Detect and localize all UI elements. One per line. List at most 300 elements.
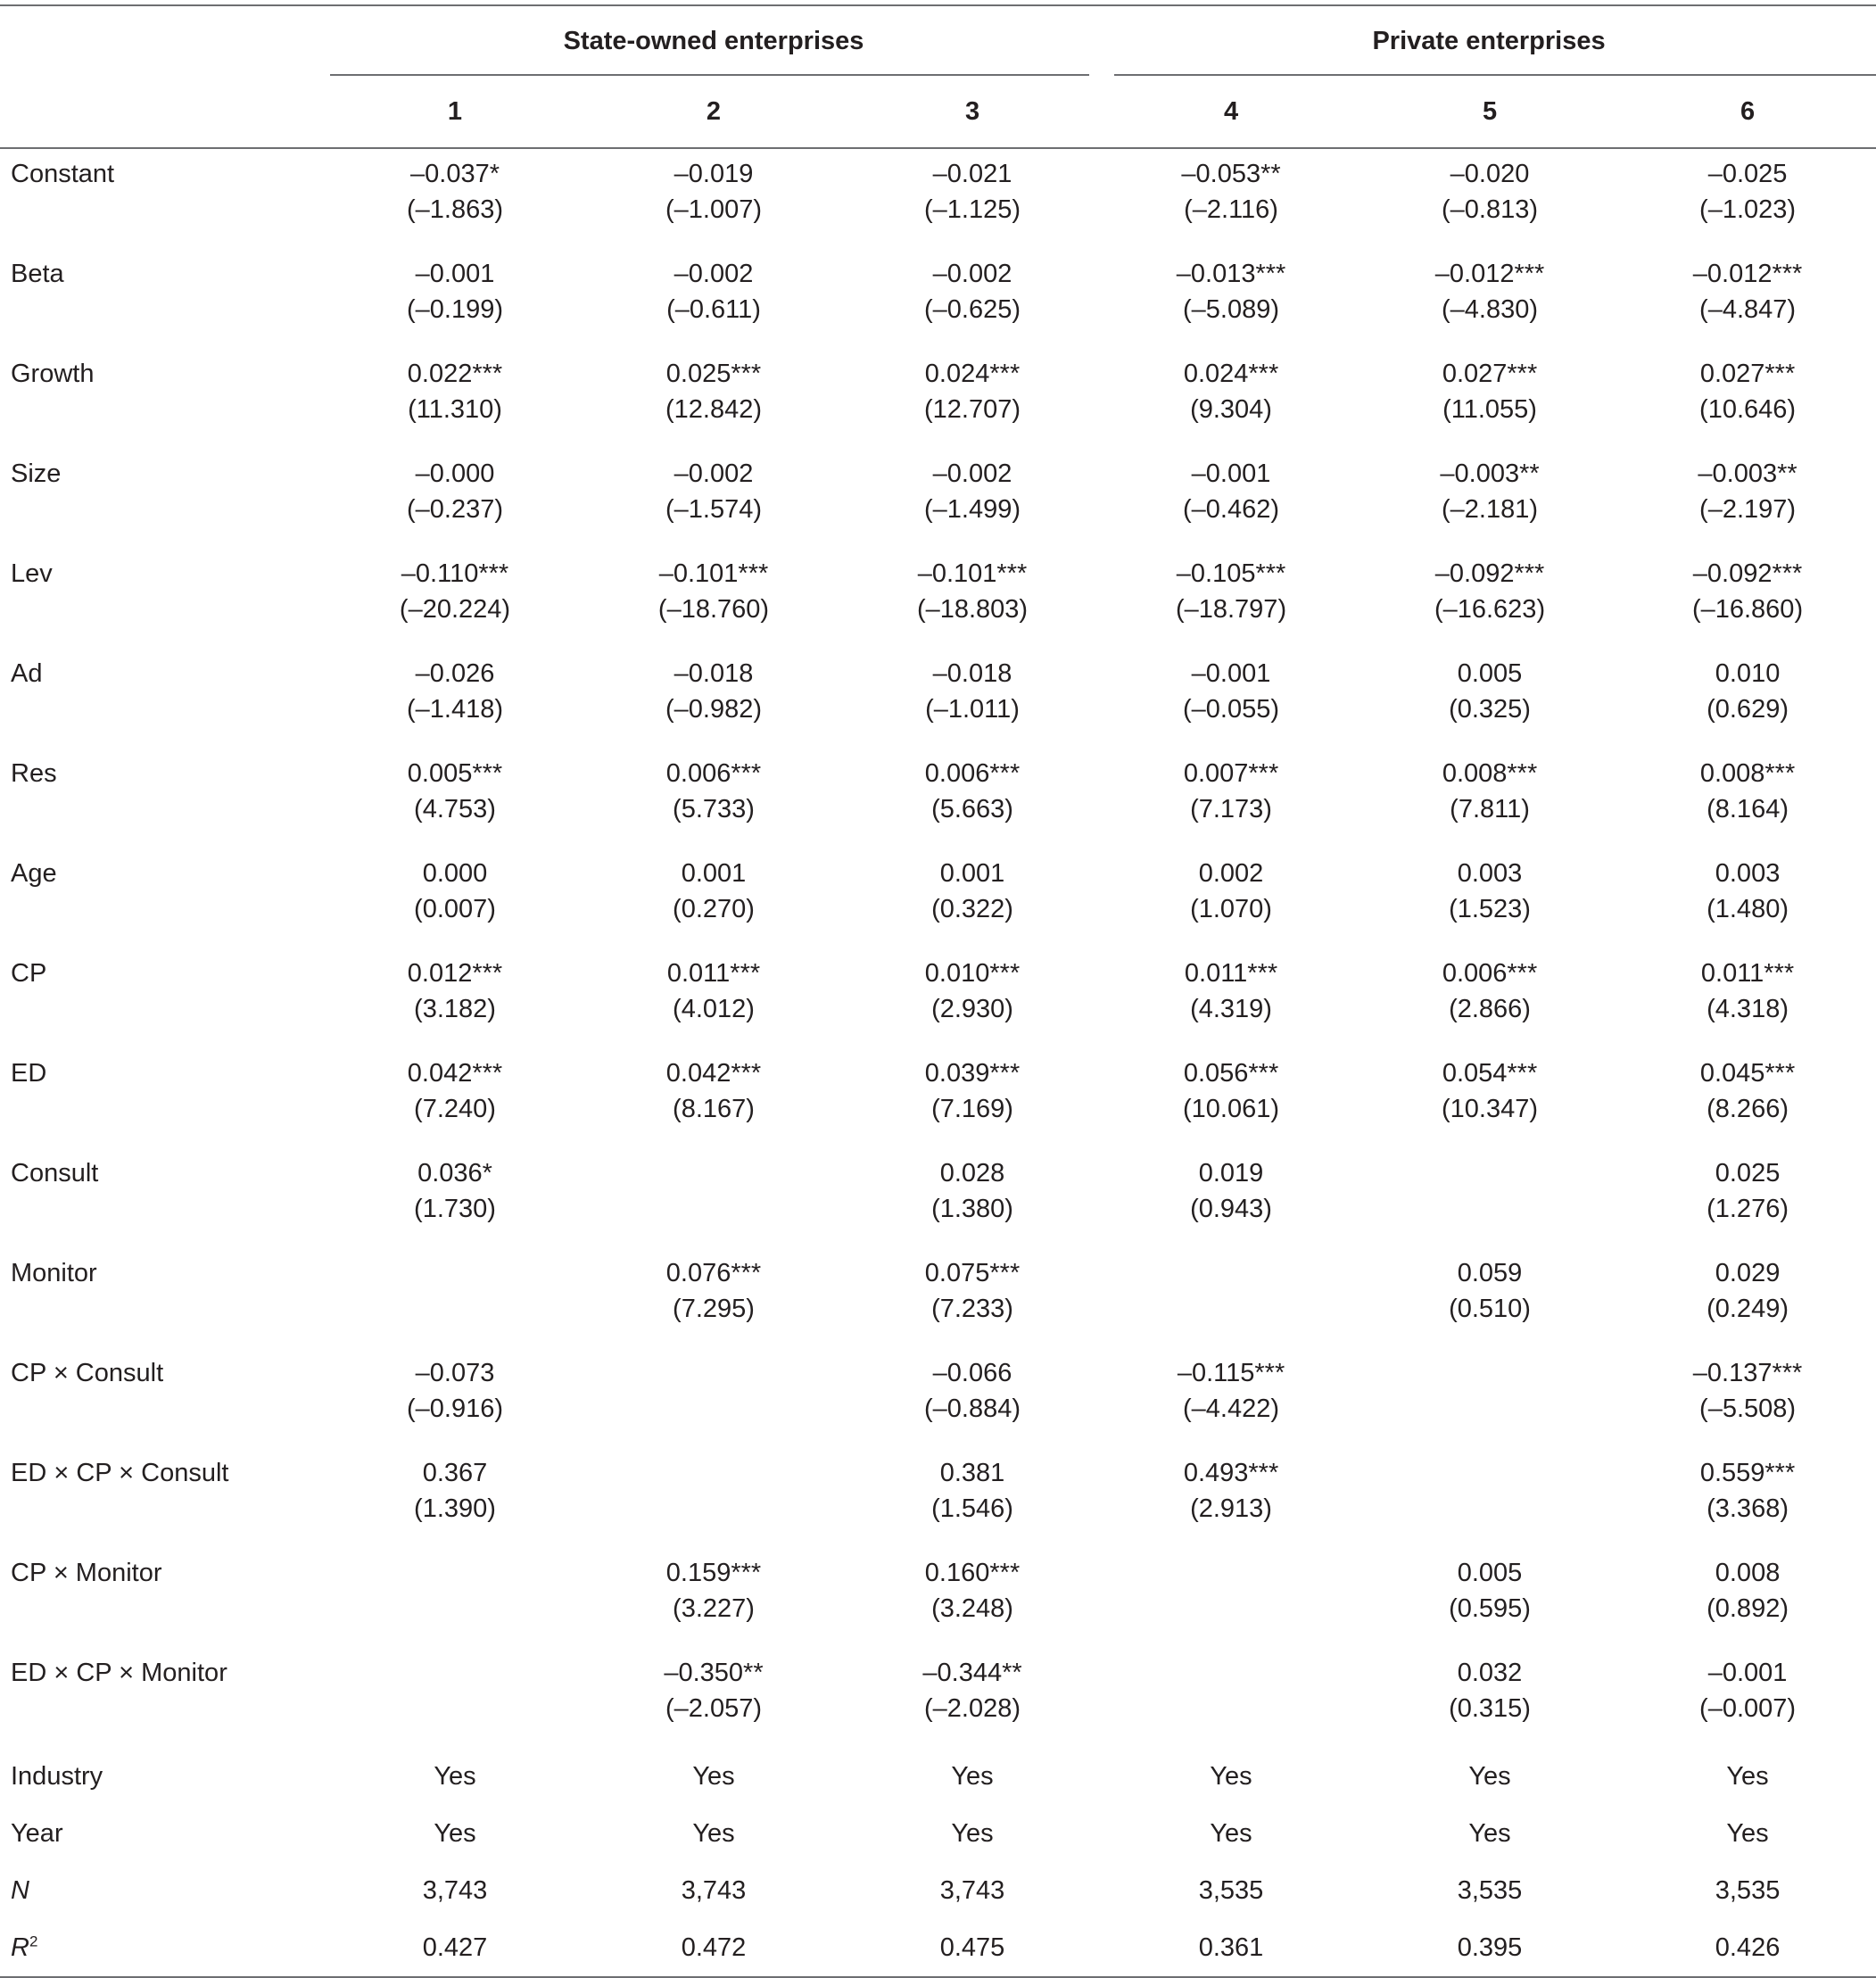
table-cell <box>843 948 1102 1048</box>
table-cell <box>584 1548 843 1648</box>
t-statistic-value: (2.913) <box>1190 1494 1272 1523</box>
table-row-lev <box>0 549 1876 649</box>
t-statistic-value <box>326 1291 584 1327</box>
coefficient-value: 0.027*** <box>1442 360 1538 388</box>
table-cell <box>1360 948 1619 1048</box>
table-cell <box>1360 1648 1619 1748</box>
table-cell: 0.395 <box>1360 1919 1619 1977</box>
coefficient-value: 0.036* <box>417 1159 492 1188</box>
table-cell <box>326 1548 584 1648</box>
coefficient-value: 0.059 <box>1457 1259 1523 1287</box>
table-cell: Yes <box>434 1818 476 1848</box>
coefficient-value: 0.005*** <box>407 759 503 788</box>
coefficient-value: –0.001 <box>415 260 495 288</box>
table-cell <box>1619 549 1876 649</box>
table-cell <box>1102 1048 1360 1148</box>
table-cell <box>1360 749 1619 848</box>
table-cell <box>1619 649 1876 749</box>
coefficient-value: –0.013*** <box>1176 260 1286 288</box>
table-cell <box>1619 148 1876 249</box>
table-cell <box>1360 649 1619 749</box>
stat-label-superscript: 2 <box>29 1932 38 1949</box>
table-cell: 0.427 <box>326 1919 584 1977</box>
coefficient-value <box>1102 1555 1360 1591</box>
coefficient-value: 0.027*** <box>1699 360 1796 388</box>
coefficient-value: –0.002 <box>674 260 754 288</box>
coefficient-value <box>1360 1455 1619 1491</box>
table-cell <box>1102 249 1360 349</box>
table-cell <box>843 1348 1102 1448</box>
coefficient-value <box>1360 1355 1619 1391</box>
column-header-5: 5 <box>1360 76 1619 148</box>
t-statistic-value: (–0.611) <box>666 295 761 324</box>
t-statistic-value: (–0.884) <box>924 1395 1021 1423</box>
coefficient-value <box>326 1255 584 1291</box>
table-cell: Yes <box>692 1761 735 1791</box>
table-cell: Yes <box>692 1818 735 1848</box>
table-cell <box>1360 1248 1619 1348</box>
table-cell <box>1102 1648 1360 1748</box>
table-row-monitor <box>0 1248 1876 1348</box>
table-cell <box>843 549 1102 649</box>
table-cell <box>1619 349 1876 449</box>
coefficient-value: –0.003** <box>1440 459 1540 488</box>
t-statistic-value: (–4.847) <box>1699 295 1797 324</box>
table-cell: 0.426 <box>1619 1919 1876 1977</box>
table-cell: 3,535 <box>1715 1875 1781 1905</box>
coefficient-value: 0.559*** <box>1699 1459 1796 1487</box>
table-cell <box>1360 449 1619 549</box>
t-statistic-value: (10.061) <box>1183 1095 1280 1123</box>
table-cell <box>843 1248 1102 1348</box>
coefficient-value: 0.025*** <box>665 360 762 388</box>
row-label: Growth <box>11 360 95 388</box>
table-cell: Yes <box>1210 1761 1252 1791</box>
row-label: Ad <box>11 659 43 688</box>
coefficient-value: 0.010*** <box>924 959 1021 988</box>
table-cell <box>1360 1448 1619 1548</box>
row-label: Beta <box>11 260 64 288</box>
row-label: Year <box>11 1818 63 1848</box>
corner-cell <box>0 5 326 76</box>
table-cell <box>1619 249 1876 349</box>
table-cell <box>1102 1548 1360 1648</box>
table-cell <box>326 1048 584 1148</box>
t-statistic-value: (–2.197) <box>1699 495 1797 524</box>
table-cell <box>584 249 843 349</box>
t-statistic-value: (8.164) <box>1707 795 1789 823</box>
coefficient-value <box>1102 1255 1360 1291</box>
t-statistic-value: (1.546) <box>931 1494 1013 1523</box>
row-label: Res <box>11 759 57 788</box>
table-cell <box>584 1348 843 1448</box>
t-statistic-value: (–18.797) <box>1175 595 1287 624</box>
table-cell <box>1619 1048 1876 1148</box>
table-cell <box>584 148 843 249</box>
table-row-res <box>0 749 1876 848</box>
table-cell <box>326 649 584 749</box>
table-cell <box>326 549 584 649</box>
row-label: ED × CP × Monitor <box>11 1659 227 1687</box>
coefficient-value: –0.344** <box>922 1659 1022 1687</box>
coefficient-value: –0.066 <box>932 1359 1012 1387</box>
t-statistic-value: (11.310) <box>408 395 502 424</box>
table-cell: 0.361 <box>1102 1919 1360 1977</box>
row-label: ED × CP × Consult <box>11 1459 229 1487</box>
t-statistic-value: (–0.916) <box>406 1395 503 1423</box>
t-statistic-value: (–1.499) <box>924 495 1021 524</box>
table-row-year <box>0 1805 1876 1862</box>
row-label: Constant <box>11 160 115 188</box>
coefficient-value <box>584 1155 843 1191</box>
coefficient-value <box>584 1455 843 1491</box>
coefficient-value: –0.137*** <box>1692 1359 1803 1387</box>
table-cell <box>1360 249 1619 349</box>
table-cell <box>843 148 1102 249</box>
coefficient-value: 0.008*** <box>1699 759 1796 788</box>
t-statistic-value: (5.733) <box>673 795 755 823</box>
table-cell <box>1102 1248 1360 1348</box>
t-statistic-value: (–2.057) <box>665 1694 762 1723</box>
t-statistic-value: (0.325) <box>1449 695 1531 724</box>
coefficient-value: –0.350** <box>664 1659 764 1687</box>
coefficient-value: 0.006*** <box>1442 959 1538 988</box>
regression-table <box>0 4 1876 1978</box>
table-cell <box>1102 1148 1360 1248</box>
table-cell <box>1102 1448 1360 1548</box>
table-cell <box>1360 1048 1619 1148</box>
group-rule-soe <box>330 74 1089 76</box>
t-statistic-value: (0.249) <box>1707 1295 1789 1323</box>
t-statistic-value: (–0.625) <box>924 295 1021 324</box>
t-statistic-value: (2.930) <box>931 995 1013 1023</box>
table-cell <box>584 848 843 948</box>
table-cell <box>843 1148 1102 1248</box>
coefficient-value: 0.045*** <box>1699 1059 1796 1088</box>
t-statistic-value: (–20.224) <box>399 595 511 624</box>
table-row-industry <box>0 1748 1876 1805</box>
table-cell: 3,535 <box>1198 1875 1264 1905</box>
table-cell <box>1102 449 1360 549</box>
table-cell <box>1102 848 1360 948</box>
coefficient-value: 0.005 <box>1457 659 1523 688</box>
t-statistic-value <box>1360 1191 1619 1227</box>
coefficient-value <box>584 1355 843 1391</box>
t-statistic-value: (–0.462) <box>1183 495 1280 524</box>
table-cell: 0.475 <box>843 1919 1102 1977</box>
table-cell <box>843 1448 1102 1548</box>
table-row-cp-consult <box>0 1348 1876 1448</box>
coefficient-value <box>1102 1655 1360 1691</box>
table-row-consult <box>0 1148 1876 1248</box>
coefficient-value: 0.042*** <box>407 1059 503 1088</box>
group-header-private <box>1102 5 1876 76</box>
t-statistic-value: (–0.055) <box>1183 695 1280 724</box>
t-statistic-value <box>1360 1491 1619 1527</box>
coefficient-value: –0.073 <box>415 1359 495 1387</box>
table-cell <box>1102 948 1360 1048</box>
row-label <box>0 1919 326 1977</box>
coefficient-value: 0.003 <box>1715 859 1781 888</box>
coefficient-value: –0.115*** <box>1177 1359 1285 1387</box>
coefficient-value: 0.006*** <box>665 759 762 788</box>
table-cell <box>326 449 584 549</box>
table-cell <box>584 1648 843 1748</box>
coefficient-value: 0.022*** <box>407 360 503 388</box>
coefficient-value: –0.101*** <box>917 559 1028 588</box>
row-label: Monitor <box>11 1259 97 1287</box>
coefficient-value: 0.011*** <box>1700 959 1795 988</box>
table-cell <box>1619 1648 1876 1748</box>
t-statistic-value: (4.318) <box>1707 995 1789 1023</box>
t-statistic-value: (12.842) <box>665 395 762 424</box>
coefficient-value: –0.026 <box>415 659 495 688</box>
table-cell <box>843 249 1102 349</box>
table-cell <box>584 749 843 848</box>
table-row-ed-cp-consult <box>0 1448 1876 1548</box>
coefficient-value: –0.002 <box>932 260 1012 288</box>
coefficient-value: 0.076*** <box>665 1259 762 1287</box>
t-statistic-value: (7.811) <box>1450 795 1530 823</box>
t-statistic-value: (7.295) <box>673 1295 755 1323</box>
coefficient-value: 0.011*** <box>666 959 761 988</box>
t-statistic-value <box>584 1491 843 1527</box>
table-cell: Yes <box>1726 1761 1769 1791</box>
table-cell <box>584 1248 843 1348</box>
table-cell <box>326 1148 584 1248</box>
table-cell <box>1619 449 1876 549</box>
table-cell <box>326 749 584 848</box>
coefficient-value: 0.000 <box>422 859 488 888</box>
coefficient-value: 0.002 <box>1198 859 1264 888</box>
t-statistic-value: (12.707) <box>924 395 1021 424</box>
table-cell <box>843 749 1102 848</box>
coefficient-value: –0.001 <box>1191 659 1271 688</box>
coefficient-value: 0.011*** <box>1184 959 1278 988</box>
t-statistic-value: (–16.623) <box>1434 595 1546 624</box>
t-statistic-value: (1.730) <box>414 1195 496 1223</box>
row-label: Age <box>11 859 57 888</box>
t-statistic-value: (0.322) <box>931 895 1013 923</box>
t-statistic-value: (–1.418) <box>406 695 503 724</box>
t-statistic-value: (7.233) <box>931 1295 1013 1323</box>
coefficient-value: –0.019 <box>674 160 754 188</box>
table-cell <box>1102 148 1360 249</box>
coefficient-value: 0.008 <box>1715 1559 1781 1587</box>
coefficient-value: 0.381 <box>939 1459 1005 1487</box>
table-cell: Yes <box>434 1761 476 1791</box>
table-cell: Yes <box>951 1761 994 1791</box>
table-cell: 3,743 <box>422 1875 488 1905</box>
table-cell <box>584 649 843 749</box>
table-row-cp-monitor <box>0 1548 1876 1648</box>
t-statistic-value: (–0.982) <box>665 695 762 724</box>
t-statistic-value: (–0.199) <box>406 295 503 324</box>
coefficient-value: 0.008*** <box>1442 759 1538 788</box>
coefficient-value: 0.032 <box>1457 1659 1523 1687</box>
coefficient-value: 0.054*** <box>1442 1059 1538 1088</box>
table-cell <box>326 848 584 948</box>
t-statistic-value <box>584 1391 843 1427</box>
table-cell: 3,743 <box>939 1875 1005 1905</box>
table-row-ad <box>0 649 1876 749</box>
table-cell <box>584 1448 843 1548</box>
column-header-2: 2 <box>584 76 843 148</box>
table-row-constant <box>0 148 1876 249</box>
t-statistic-value: (–1.574) <box>665 495 762 524</box>
t-statistic-value: (–4.830) <box>1442 295 1539 324</box>
table-cell <box>584 948 843 1048</box>
stat-label: R <box>11 1932 29 1962</box>
t-statistic-value: (–0.007) <box>1699 1694 1797 1723</box>
t-statistic-value: (–18.803) <box>916 595 1029 624</box>
t-statistic-value: (0.595) <box>1449 1594 1531 1623</box>
t-statistic-value: (10.347) <box>1442 1095 1539 1123</box>
t-statistic-value: (–1.007) <box>665 195 762 224</box>
t-statistic-value <box>1102 1691 1360 1726</box>
t-statistic-value: (–2.181) <box>1442 495 1539 524</box>
coefficient-value: 0.024*** <box>924 360 1021 388</box>
coefficient-value: 0.028 <box>939 1159 1005 1188</box>
row-label: Consult <box>11 1159 99 1188</box>
t-statistic-value: (–18.760) <box>657 595 770 624</box>
table-cell <box>326 1348 584 1448</box>
coefficient-value: –0.101*** <box>658 559 769 588</box>
table-cell: 3,535 <box>1457 1875 1523 1905</box>
coefficient-value: 0.039*** <box>924 1059 1021 1088</box>
group-rule-private <box>1114 74 1876 76</box>
t-statistic-value: (4.753) <box>414 795 496 823</box>
coefficient-value: –0.012*** <box>1692 260 1803 288</box>
column-header-4: 4 <box>1102 76 1360 148</box>
table-cell <box>326 1648 584 1748</box>
table-cell: Yes <box>1468 1818 1511 1848</box>
table-cell <box>1102 349 1360 449</box>
stat-label: N <box>11 1875 29 1905</box>
t-statistic-value: (0.315) <box>1449 1694 1531 1723</box>
coefficient-value: –0.018 <box>932 659 1012 688</box>
table-cell <box>1360 349 1619 449</box>
coefficient-value: 0.029 <box>1715 1259 1781 1287</box>
coefficient-value: 0.042*** <box>665 1059 762 1088</box>
table-cell <box>1619 1548 1876 1648</box>
t-statistic-value: (2.866) <box>1449 995 1531 1023</box>
t-statistic-value: (–1.863) <box>406 195 503 224</box>
coefficient-value: –0.001 <box>1707 1659 1788 1687</box>
row-label: CP <box>11 959 47 988</box>
t-statistic-value: (3.368) <box>1707 1494 1789 1523</box>
t-statistic-value: (–5.089) <box>1183 295 1280 324</box>
table-cell <box>1102 1348 1360 1448</box>
coefficient-value: 0.024*** <box>1183 360 1279 388</box>
t-statistic-value: (4.319) <box>1190 995 1272 1023</box>
table-cell <box>1360 1548 1619 1648</box>
row-label: Industry <box>11 1761 103 1791</box>
coefficient-value: 0.003 <box>1457 859 1523 888</box>
t-statistic-value: (0.943) <box>1190 1195 1272 1223</box>
coefficient-value: 0.493*** <box>1183 1459 1279 1487</box>
t-statistic-value: (3.182) <box>414 995 496 1023</box>
t-statistic-value <box>584 1191 843 1227</box>
coefficient-value: 0.159*** <box>665 1559 762 1587</box>
coefficient-value: 0.010 <box>1715 659 1781 688</box>
t-statistic-value <box>326 1691 584 1726</box>
coefficient-value: –0.018 <box>674 659 754 688</box>
t-statistic-value: (8.167) <box>673 1095 755 1123</box>
table-cell <box>843 1048 1102 1148</box>
table-cell <box>843 848 1102 948</box>
coefficient-value: –0.110*** <box>401 559 509 588</box>
row-label: Size <box>11 459 62 488</box>
coefficient-value: –0.092*** <box>1434 559 1545 588</box>
coefficient-value: –0.003** <box>1698 459 1797 488</box>
table-cell <box>1102 749 1360 848</box>
coefficient-value <box>326 1555 584 1591</box>
table-cell <box>1360 1148 1619 1248</box>
table-cell <box>584 449 843 549</box>
table-body <box>0 148 1876 1977</box>
t-statistic-value: (0.892) <box>1707 1594 1789 1623</box>
table-row-age <box>0 848 1876 948</box>
table-cell <box>326 249 584 349</box>
table-cell <box>1360 1348 1619 1448</box>
t-statistic-value: (–2.028) <box>924 1694 1021 1723</box>
column-header-6: 6 <box>1619 76 1876 148</box>
table-cell <box>584 549 843 649</box>
t-statistic-value: (–1.125) <box>924 195 1021 224</box>
coefficient-value: 0.001 <box>681 859 747 888</box>
table-cell <box>843 649 1102 749</box>
table-cell <box>1619 749 1876 848</box>
table-cell <box>1360 848 1619 948</box>
table-cell <box>1619 948 1876 1048</box>
table-cell <box>1619 1248 1876 1348</box>
t-statistic-value: (–4.422) <box>1183 1395 1280 1423</box>
table-cell <box>326 349 584 449</box>
table-cell: Yes <box>1210 1818 1252 1848</box>
table-row-ed <box>0 1048 1876 1148</box>
coefficient-value: –0.021 <box>932 160 1012 188</box>
t-statistic-value: (–0.237) <box>406 495 503 524</box>
table-cell <box>1102 549 1360 649</box>
coefficient-value: 0.006*** <box>924 759 1021 788</box>
t-statistic-value: (4.012) <box>673 995 755 1023</box>
table-row-stat-r <box>0 1919 1876 1977</box>
t-statistic-value: (3.248) <box>931 1594 1013 1623</box>
t-statistic-value: (1.070) <box>1190 895 1272 923</box>
table-cell <box>326 1448 584 1548</box>
table-row-growth <box>0 349 1876 449</box>
column-header-3: 3 <box>843 76 1102 148</box>
t-statistic-value <box>1102 1291 1360 1327</box>
coefficient-value <box>1360 1155 1619 1191</box>
coefficient-value: 0.007*** <box>1183 759 1279 788</box>
t-statistic-value: (1.380) <box>931 1195 1013 1223</box>
table-row-size <box>0 449 1876 549</box>
coefficient-value: 0.056*** <box>1183 1059 1279 1088</box>
coefficient-value: –0.002 <box>932 459 1012 488</box>
table-row-ed-cp-monitor <box>0 1648 1876 1748</box>
corner-cell-2 <box>0 76 326 148</box>
coefficient-value: –0.037* <box>410 160 500 188</box>
table-cell: 3,743 <box>681 1875 747 1905</box>
t-statistic-value: (1.523) <box>1449 895 1531 923</box>
t-statistic-value: (–0.813) <box>1442 195 1539 224</box>
table-cell <box>843 349 1102 449</box>
t-statistic-value: (5.663) <box>931 795 1013 823</box>
table-cell: Yes <box>1468 1761 1511 1791</box>
t-statistic-value: (–2.116) <box>1184 195 1278 224</box>
